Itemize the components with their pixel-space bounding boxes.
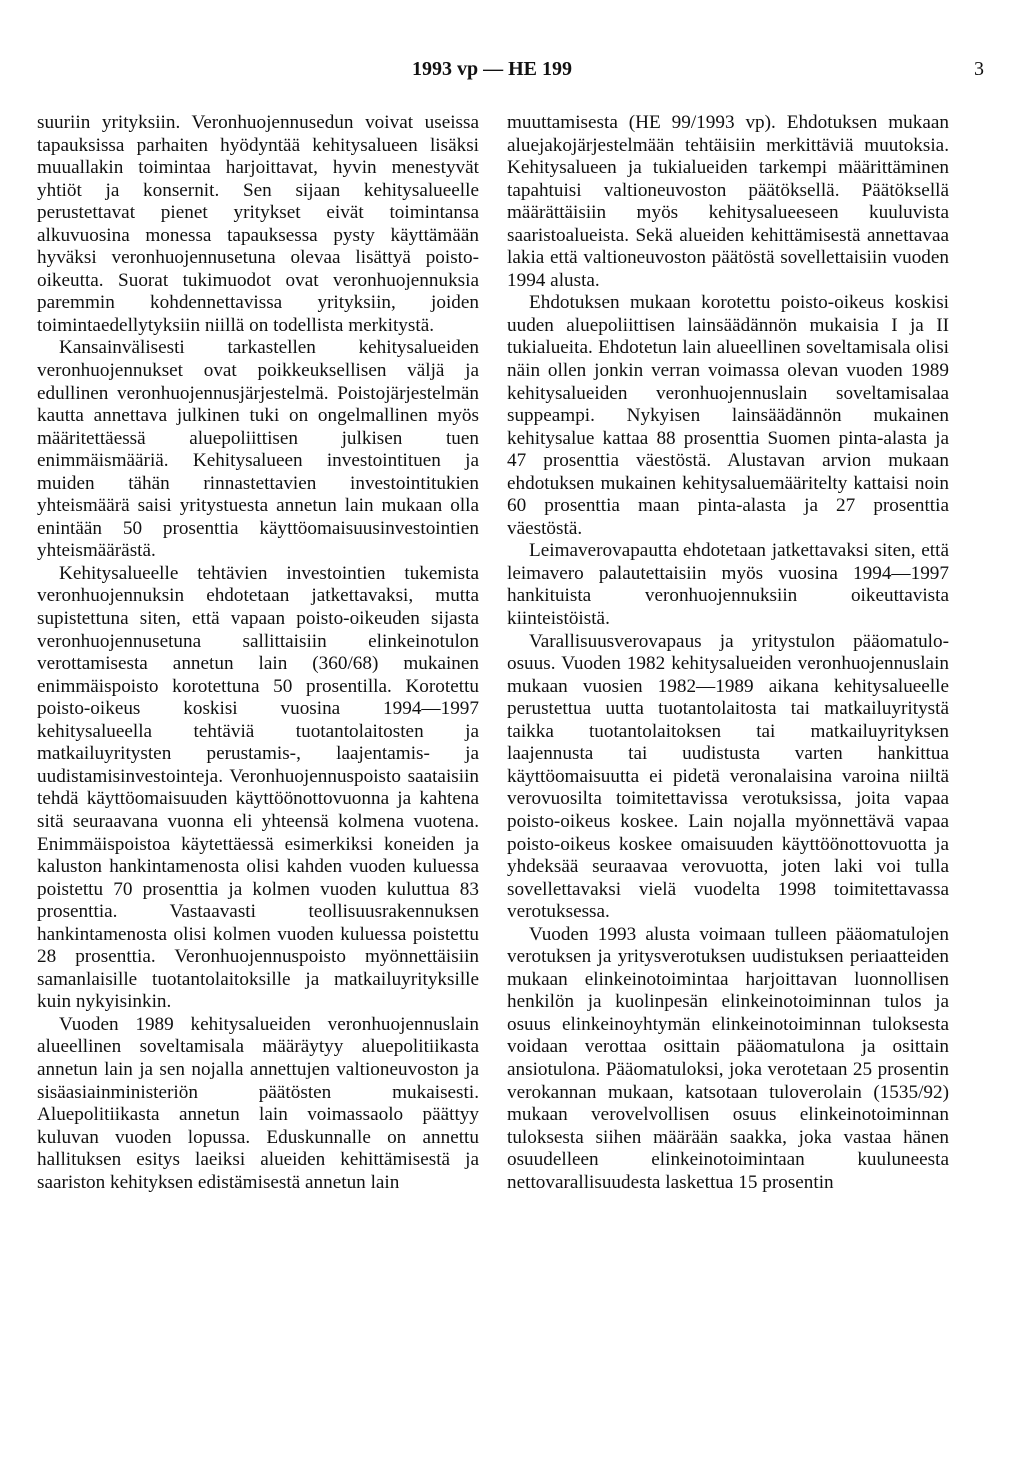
page-header [0,58,1024,88]
paragraph: muuttamisesta (HE 99/1993 vp). Ehdotuksen mukaan aluejakojärjestelmään tehtäisiin merkittäviä muutoksia. Kehitysalueen ja tukialueiden tarkempi määrittäminen tapahtuisi valtioneuvoston päätöksellä. Päätöksellä määrättäisiin myös kehitysalueeseen kuuluvista saaristoalueista. Sekä alueiden kehittämisestä annettavaa lakia että valtioneuvoston päätöstä sovellettaisiin vuoden 1994 alusta. [507,112,949,291]
paragraph: Kehitysalueelle tehtävien investointien tukemista veronhuojennuksin ehdotetaan jatkettavaksi, mutta supistettuna siten, että vapaan poisto-oikeuden sijasta veronhuojennusetuna sallittaisiin elinkeinotulon verottamisesta annetun lain (360/68) mukainen enimmäispoisto korotettuna 50 prosentilla. Korotettu poisto-oikeus koskisi vuosina 1994—1997 kehitysalueella tehtäviä tuotantolaitosten ja matkailuyritysten perustamis-, laajentamis- ja uudistamisinvestointeja. Veronhuojennuspoisto saataisiin tehdä käyttöomaisuuden käyttöönottovuonna ja kahtena sitä seuraavana vuonna eli yhteensä kolmena vuotena. Enimmäispoistoa käytettäessä esimerkiksi koneiden ja kaluston hankintamenosta olisi kahden vuoden kuluessa poistettu 70 prosenttia ja kolmen vuoden kuluttua 83 prosenttia. Vastaavasti teollisuusrakennuksen hankintamenosta olisi kolmen vuoden kuluessa poistettu 28 prosenttia. Veronhuojennuspoisto myönnettäisiin samanlaisille tuotantolaitoksille ja matkailuyrityksille kuin nykyisinkin. [37,562,479,1013]
right-column [507,112,949,1194]
paragraph: Vuoden 1989 kehitysalueiden veronhuojennuslain alueellinen soveltamisala määräytyy aluepolitiikasta annetun lain ja sen nojalla annettujen valtioneuvoston ja sisäasiainministeriön päätösten mukaisesti. Aluepolitiikasta annetun lain voimassaolo päättyy kuluvan vuoden lopussa. Eduskunnalle on annettu hallituksen esitys laeiksi alueiden kehittämisestä ja saariston kehityksen edistämisestä annetun lain [37,1013,479,1193]
paragraph: Varallisuusverovapaus ja yritystulon pääomatulo-osuus. Vuoden 1982 kehitysalueiden veronhuojennuslain mukaan vuosien 1982—1989 aikana kehitysalueelle perustettua uutta tuotantolaitosta tai matkailuyritystä taikka tuotantolaitoksen tai matkailuyrityksen laajennusta tai uudistusta varten hankittua käyttöomaisuutta ei pidetä veronalaisina varoina niiltä verovuosilta toimitettavissa verotuksissa, joita vapaa poisto-oikeus koskee. Lain nojalla myönnettävä vapaa poisto-oikeus koskee omaisuuden käyttöönottovuotta ja yhdeksää seuraavaa verovuotta, joten laki voi tulla sovellettavaksi vielä vuodelta 1998 toimitettavassa verotuksessa. [507,630,949,923]
left-column [37,112,479,1194]
paragraph: Vuoden 1993 alusta voimaan tulleen pääomatulojen verotuksen ja yritysverotuksen uudistuksen periaatteiden mukaan elinkeinotoimintaa harjoittavan luonnollisen henkilön ja kuolinpesän elinkeinotoiminnan tulos ja osuus elinkeinoyhtymän elinkeinotoiminnan tuloksesta voidaan verottaa osittain pääomatulona ja osittain ansiotulona. Pääomatuloksi, joka verotetaan 25 prosentin verokannan mukaan, katsotaan tuloverolain (1535/92) mukaan verovelvollisen osuus elinkeinotoiminnan tuloksesta siihen määrään saakka, joka vastaa hänen osuudelleen elinkeinotoimintaan kuuluneesta nettovarallisuudesta laskettua 15 prosentin [507,923,949,1193]
header-title: 1993 vp — HE 199 [411,58,573,80]
paragraph: Kansainvälisesti tarkastellen kehitysalueiden veronhuojennukset ovat poikkeuksellisen väljä ja edullinen veronhuojennusjärjestelmä. Poistojärjestelmän kautta annettava julkinen tuki on ongelmallinen myös määritettäessä aluepoliittisen julkisen tuen enimmäismääriä. Kehitysalueen investointituen ja muiden tähän rinnastettavien investointitukien yhteismäärä saisi yritystuesta annetun lain mukaan olla enintään 50 prosenttia käyttöomaisuusinvestointien yhteismäärästä. [37,337,479,562]
page-number: 3 [974,58,984,80]
paragraph: suuriin yrityksiin. Veronhuojennusedun voivat useissa tapauksissa parhaiten hyödyntää kehitysalueen lisäksi muuallakin toimintaa harjoittavat, hyvin menestyvät yhtiöt ja konsernit. Sen sijaan kehitysalueelle perustettavat pienet yritykset eivät toimintansa alkuvuosina monessa tapauksessa pysty käyttämään hyväksi veronhuojennusetuna olevaa lisättyä poisto-oikeutta. Suorat tukimuodot ovat veronhuojennuksia paremmin kohdennettavissa yrityksiin, joiden toimintaedellytyksiin niillä on todellista merkitystä. [37,112,479,336]
paragraph: Ehdotuksen mukaan korotettu poisto-oikeus koskisi uuden aluepoliittisen lainsäädännön mukaisia I ja II tukialueita. Ehdotetun lain alueellinen soveltamisala olisi näin ollen jonkin verran voimassa olevan vuoden 1989 kehitysalueiden veronhuojennuslain soveltamisalaa suppeampi. Nykyisen lainsäädännön mukainen kehitysalue kattaa 88 prosenttia Suomen pinta-alasta ja 47 prosenttia väestöstä. Alustavan arvion mukaan ehdotuksen mukainen kehitysaluemääritelty kattaisi noin 60 prosenttia maan pinta-alasta ja 27 prosenttia väestöstä. [507,292,949,539]
paragraph: Leimaverovapautta ehdotetaan jatkettavaksi siten, että leimavero palautettaisiin myös vuosina 1994—1997 hankituista veronhuojennuksiin oikeuttavista kiinteistöistä. [507,540,949,630]
